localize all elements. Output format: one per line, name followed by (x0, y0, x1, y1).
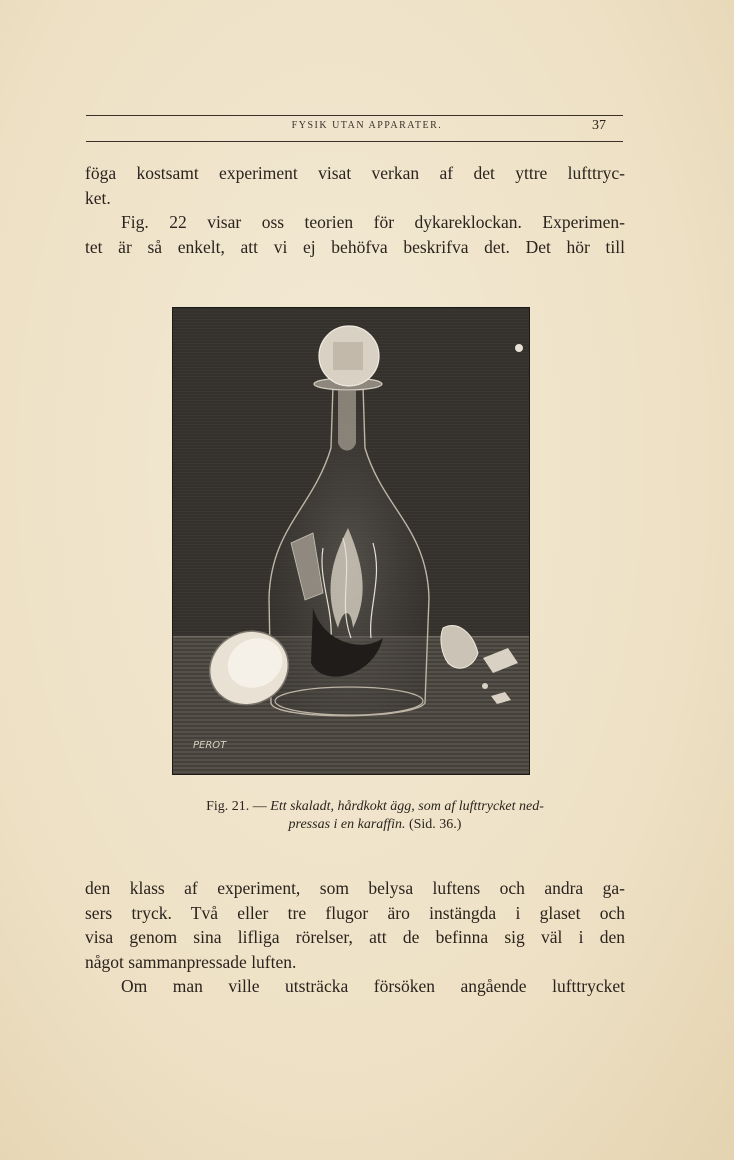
caption-reference: (Sid. 36.) (408, 817, 462, 832)
artist-signature: PEROT (193, 740, 227, 751)
text-line: tet är så enkelt, att vi ej behöfva beskrifva det. Det hör till (85, 236, 625, 257)
header-rule-bottom (86, 141, 623, 142)
engraving-figure (172, 307, 530, 775)
text-line: ket. (85, 187, 111, 208)
text-line: sers tryck. Två eller tre flugor äro instängda i glaset och (85, 902, 625, 923)
figure-caption (110, 798, 640, 834)
running-title: FYSIK UTAN APPARATER. (291, 120, 443, 131)
top-paragraph (85, 161, 625, 259)
engraving-illustration (173, 308, 529, 774)
caption-label: Fig. 21. — (206, 799, 267, 814)
text-line: den klass af experiment, som belysa luftens och andra ga- (85, 878, 625, 898)
text-line: visa genom sina lifliga rörelser, att de befinna sig väl i den (85, 927, 625, 947)
page-number: 37 (592, 118, 606, 133)
text-line: något sammanpressade luften. (85, 951, 297, 972)
text-line: Om man ville utsträcka försöken angående lufttrycket (121, 976, 625, 996)
caption-italic-line-2: pressas i en karaffin. (288, 817, 406, 832)
text-line: föga kostsamt experiment visat verkan af det yttre lufttryc- (85, 163, 625, 183)
header-rule-top (86, 115, 623, 116)
text-line: Fig. 22 visar oss teorien för dykareklockan. Experimen- (121, 212, 625, 232)
bottom-paragraph (85, 876, 625, 999)
caption-italic-line-1: Ett skaladt, hårdkokt ägg, som af lufttrycket ned- (270, 799, 544, 814)
